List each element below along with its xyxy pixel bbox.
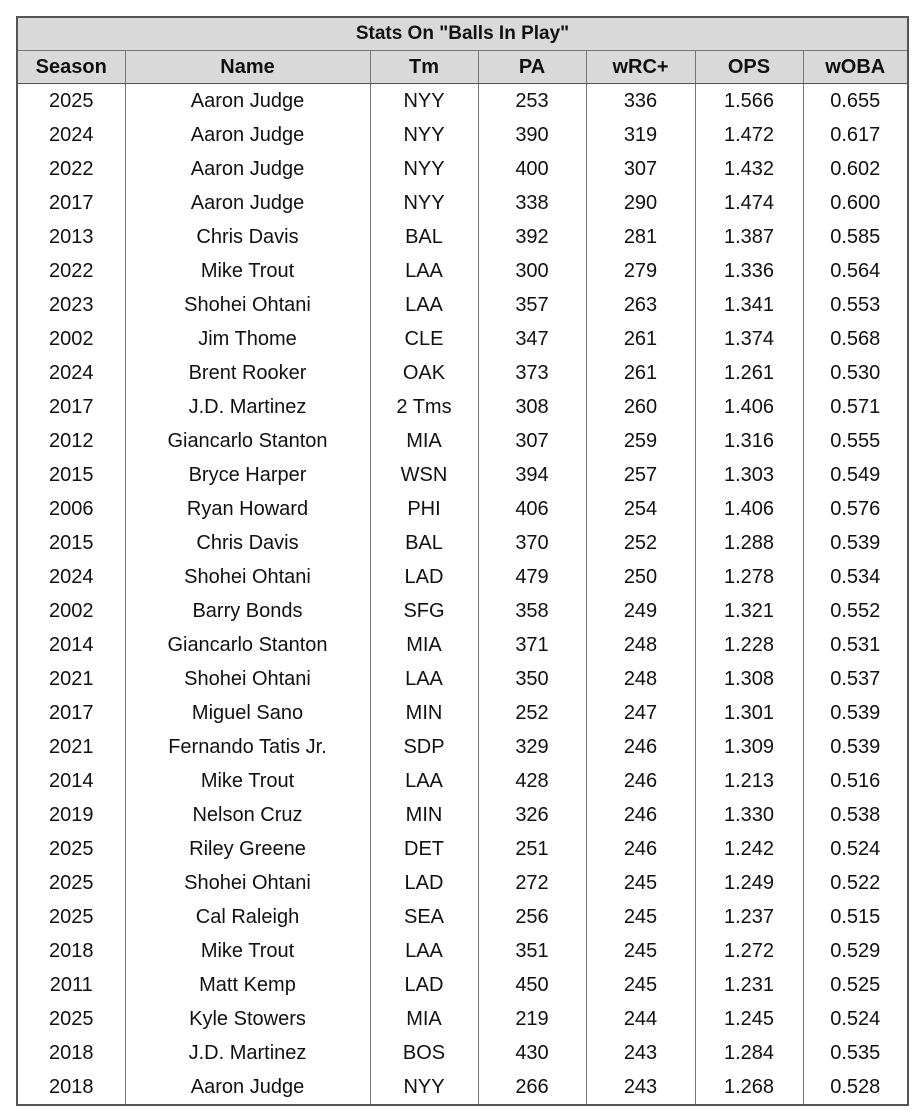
- table-row: [17, 968, 908, 1002]
- ops-cell: 1.432: [695, 152, 803, 186]
- woba-cell: 0.585: [830, 225, 881, 248]
- pa-cell: 430: [478, 1036, 586, 1070]
- ops-cell: 1.237: [695, 900, 803, 934]
- season-cell: 2017: [17, 696, 125, 730]
- season-cell: 2024: [17, 560, 125, 594]
- table-title: Stats On "Balls In Play": [17, 17, 908, 51]
- table-row: [17, 492, 908, 526]
- ops-cell: 1.301: [695, 696, 803, 730]
- table-row: [17, 424, 908, 458]
- name-cell: Riley Greene: [125, 832, 370, 866]
- team-cell: NYY: [370, 186, 478, 220]
- name-cell: Aaron Judge: [125, 1070, 370, 1105]
- name-cell: Giancarlo Stanton: [125, 424, 370, 458]
- name-cell: Aaron Judge: [125, 118, 370, 152]
- ops-cell: 1.303: [695, 458, 803, 492]
- woba-cell: 0.524: [830, 837, 881, 860]
- pa-cell: 479: [478, 560, 586, 594]
- table-row: [17, 288, 908, 322]
- wrc-plus-cell: 252: [586, 526, 695, 560]
- name-cell: Barry Bonds: [125, 594, 370, 628]
- name-cell: J.D. Martinez: [125, 1036, 370, 1070]
- pa-cell: 400: [478, 152, 586, 186]
- woba-cell: 0.538: [830, 803, 881, 826]
- team-cell: WSN: [370, 458, 478, 492]
- team-cell: NYY: [370, 152, 478, 186]
- wrc-plus-cell: 244: [586, 1002, 695, 1036]
- ops-cell: 1.278: [695, 560, 803, 594]
- pa-cell: 358: [478, 594, 586, 628]
- season-cell: 2014: [17, 628, 125, 662]
- column-header-name: Name: [125, 51, 370, 84]
- column-header-season: Season: [17, 51, 125, 84]
- woba-cell: 0.539: [830, 701, 881, 724]
- season-cell: 2002: [17, 594, 125, 628]
- name-cell: Cal Raleigh: [125, 900, 370, 934]
- name-cell: Ryan Howard: [125, 492, 370, 526]
- woba-cell: 0.531: [830, 633, 881, 656]
- pa-cell: 308: [478, 390, 586, 424]
- name-cell: Jim Thome: [125, 322, 370, 356]
- table-row: [17, 764, 908, 798]
- ops-cell: 1.336: [695, 254, 803, 288]
- table-row: [17, 1002, 908, 1036]
- name-cell: Giancarlo Stanton: [125, 628, 370, 662]
- season-cell: 2025: [17, 900, 125, 934]
- column-header-ops: OPS: [695, 51, 803, 84]
- season-cell: 2024: [17, 356, 125, 390]
- pa-cell: 428: [478, 764, 586, 798]
- wrc-plus-cell: 246: [586, 764, 695, 798]
- wrc-plus-cell: 245: [586, 934, 695, 968]
- ops-cell: 1.272: [695, 934, 803, 968]
- season-cell: 2011: [17, 968, 125, 1002]
- wrc-plus-cell: 290: [586, 186, 695, 220]
- pa-cell: 394: [478, 458, 586, 492]
- ops-cell: 1.242: [695, 832, 803, 866]
- team-cell: LAA: [370, 934, 478, 968]
- season-cell: 2018: [17, 934, 125, 968]
- table-row: [17, 628, 908, 662]
- table-row: [17, 526, 908, 560]
- wrc-plus-cell: 248: [586, 662, 695, 696]
- woba-cell: 0.535: [830, 1041, 881, 1064]
- pa-cell: 266: [478, 1070, 586, 1105]
- name-cell: Mike Trout: [125, 764, 370, 798]
- team-cell: PHI: [370, 492, 478, 526]
- pa-cell: 373: [478, 356, 586, 390]
- name-cell: Shohei Ohtani: [125, 288, 370, 322]
- name-cell: Nelson Cruz: [125, 798, 370, 832]
- ops-cell: 1.231: [695, 968, 803, 1002]
- woba-cell: 0.655: [830, 89, 881, 112]
- pa-cell: 329: [478, 730, 586, 764]
- team-cell: LAD: [370, 866, 478, 900]
- season-cell: 2025: [17, 84, 125, 119]
- season-cell: 2015: [17, 526, 125, 560]
- season-cell: 2002: [17, 322, 125, 356]
- wrc-plus-cell: 336: [586, 84, 695, 119]
- ops-cell: 1.472: [695, 118, 803, 152]
- ops-cell: 1.406: [695, 492, 803, 526]
- ops-cell: 1.308: [695, 662, 803, 696]
- season-cell: 2022: [17, 254, 125, 288]
- team-cell: OAK: [370, 356, 478, 390]
- wrc-plus-cell: 281: [586, 220, 695, 254]
- team-cell: LAA: [370, 764, 478, 798]
- woba-cell: 0.553: [830, 293, 881, 316]
- wrc-plus-cell: 245: [586, 968, 695, 1002]
- ops-cell: 1.566: [695, 84, 803, 119]
- season-cell: 2014: [17, 764, 125, 798]
- season-cell: 2013: [17, 220, 125, 254]
- woba-cell: 0.539: [830, 735, 881, 758]
- column-header-woba: wOBA: [803, 51, 908, 84]
- name-cell: Bryce Harper: [125, 458, 370, 492]
- team-cell: CLE: [370, 322, 478, 356]
- table-row: [17, 390, 908, 424]
- season-cell: 2018: [17, 1070, 125, 1105]
- name-cell: Kyle Stowers: [125, 1002, 370, 1036]
- column-header-team: Tm: [370, 51, 478, 84]
- pa-cell: 272: [478, 866, 586, 900]
- season-cell: 2023: [17, 288, 125, 322]
- team-cell: LAA: [370, 288, 478, 322]
- woba-cell: 0.539: [830, 531, 881, 554]
- wrc-plus-cell: 260: [586, 390, 695, 424]
- ops-cell: 1.228: [695, 628, 803, 662]
- team-cell: MIA: [370, 628, 478, 662]
- woba-cell: 0.617: [830, 123, 881, 146]
- team-cell: SDP: [370, 730, 478, 764]
- team-cell: DET: [370, 832, 478, 866]
- pa-cell: 300: [478, 254, 586, 288]
- wrc-plus-cell: 261: [586, 356, 695, 390]
- table-row: [17, 900, 908, 934]
- wrc-plus-cell: 319: [586, 118, 695, 152]
- ops-cell: 1.309: [695, 730, 803, 764]
- season-cell: 2025: [17, 1002, 125, 1036]
- team-cell: LAA: [370, 662, 478, 696]
- ops-cell: 1.268: [695, 1070, 803, 1105]
- ops-cell: 1.387: [695, 220, 803, 254]
- ops-cell: 1.288: [695, 526, 803, 560]
- wrc-plus-cell: 307: [586, 152, 695, 186]
- header-row: [17, 51, 908, 84]
- table-row: [17, 866, 908, 900]
- name-cell: Chris Davis: [125, 526, 370, 560]
- name-cell: Aaron Judge: [125, 186, 370, 220]
- ops-cell: 1.374: [695, 322, 803, 356]
- name-cell: Shohei Ohtani: [125, 560, 370, 594]
- table-row: [17, 322, 908, 356]
- season-cell: 2021: [17, 730, 125, 764]
- team-cell: LAD: [370, 968, 478, 1002]
- table-row: [17, 696, 908, 730]
- ops-cell: 1.284: [695, 1036, 803, 1070]
- name-cell: Fernando Tatis Jr.: [125, 730, 370, 764]
- table-row: [17, 118, 908, 152]
- wrc-plus-cell: 245: [586, 900, 695, 934]
- woba-cell: 0.525: [830, 973, 881, 996]
- wrc-plus-cell: 247: [586, 696, 695, 730]
- ops-cell: 1.406: [695, 390, 803, 424]
- ops-cell: 1.261: [695, 356, 803, 390]
- name-cell: Mike Trout: [125, 254, 370, 288]
- team-cell: MIA: [370, 424, 478, 458]
- table-row: [17, 832, 908, 866]
- wrc-plus-cell: 250: [586, 560, 695, 594]
- table-body: [17, 84, 908, 1106]
- wrc-plus-cell: 248: [586, 628, 695, 662]
- table-row: [17, 560, 908, 594]
- table-row: [17, 594, 908, 628]
- season-cell: 2017: [17, 186, 125, 220]
- table-row: [17, 1036, 908, 1070]
- woba-cell: 0.537: [830, 667, 881, 690]
- wrc-plus-cell: 246: [586, 798, 695, 832]
- team-cell: BOS: [370, 1036, 478, 1070]
- team-cell: SFG: [370, 594, 478, 628]
- team-cell: BAL: [370, 526, 478, 560]
- team-cell: MIA: [370, 1002, 478, 1036]
- season-cell: 2018: [17, 1036, 125, 1070]
- season-cell: 2019: [17, 798, 125, 832]
- ops-cell: 1.321: [695, 594, 803, 628]
- table-row: [17, 1070, 908, 1105]
- woba-cell: 0.522: [830, 871, 881, 894]
- name-cell: Chris Davis: [125, 220, 370, 254]
- team-cell: NYY: [370, 84, 478, 119]
- pa-cell: 219: [478, 1002, 586, 1036]
- wrc-plus-cell: 246: [586, 730, 695, 764]
- pa-cell: 251: [478, 832, 586, 866]
- woba-cell: 0.529: [830, 939, 881, 962]
- wrc-plus-cell: 257: [586, 458, 695, 492]
- pa-cell: 307: [478, 424, 586, 458]
- name-cell: J.D. Martinez: [125, 390, 370, 424]
- wrc-plus-cell: 263: [586, 288, 695, 322]
- woba-cell: 0.528: [830, 1075, 881, 1098]
- woba-cell: 0.568: [830, 327, 881, 350]
- wrc-plus-cell: 246: [586, 832, 695, 866]
- table-row: [17, 220, 908, 254]
- season-cell: 2006: [17, 492, 125, 526]
- team-cell: 2 Tms: [370, 390, 478, 424]
- pa-cell: 390: [478, 118, 586, 152]
- pa-cell: 371: [478, 628, 586, 662]
- season-cell: 2025: [17, 832, 125, 866]
- table-row: [17, 934, 908, 968]
- season-cell: 2021: [17, 662, 125, 696]
- pa-cell: 326: [478, 798, 586, 832]
- name-cell: Shohei Ohtani: [125, 662, 370, 696]
- ops-cell: 1.213: [695, 764, 803, 798]
- season-cell: 2022: [17, 152, 125, 186]
- team-cell: LAD: [370, 560, 478, 594]
- wrc-plus-cell: 279: [586, 254, 695, 288]
- name-cell: Miguel Sano: [125, 696, 370, 730]
- pa-cell: 450: [478, 968, 586, 1002]
- name-cell: Aaron Judge: [125, 152, 370, 186]
- table-row: [17, 356, 908, 390]
- season-cell: 2015: [17, 458, 125, 492]
- wrc-plus-cell: 254: [586, 492, 695, 526]
- ops-cell: 1.245: [695, 1002, 803, 1036]
- woba-cell: 0.600: [830, 191, 881, 214]
- table-row: [17, 152, 908, 186]
- name-cell: Shohei Ohtani: [125, 866, 370, 900]
- pa-cell: 252: [478, 696, 586, 730]
- pa-cell: 370: [478, 526, 586, 560]
- team-cell: MIN: [370, 696, 478, 730]
- woba-cell: 0.516: [830, 769, 881, 792]
- woba-cell: 0.564: [830, 259, 881, 282]
- name-cell: Mike Trout: [125, 934, 370, 968]
- woba-cell: 0.552: [830, 599, 881, 622]
- pa-cell: 406: [478, 492, 586, 526]
- team-cell: LAA: [370, 254, 478, 288]
- woba-cell: 0.576: [830, 497, 881, 520]
- name-cell: Matt Kemp: [125, 968, 370, 1002]
- pa-cell: 256: [478, 900, 586, 934]
- table-row: [17, 662, 908, 696]
- team-cell: BAL: [370, 220, 478, 254]
- column-header-pa: PA: [478, 51, 586, 84]
- column-header-wrc-plus: wRC+: [586, 51, 695, 84]
- pa-cell: 351: [478, 934, 586, 968]
- team-cell: NYY: [370, 1070, 478, 1105]
- pa-cell: 357: [478, 288, 586, 322]
- stats-table-container: [16, 16, 907, 1106]
- woba-cell: 0.602: [830, 157, 881, 180]
- stats-table: [16, 16, 909, 1106]
- table-row: [17, 730, 908, 764]
- woba-cell: 0.524: [830, 1007, 881, 1030]
- pa-cell: 338: [478, 186, 586, 220]
- pa-cell: 392: [478, 220, 586, 254]
- wrc-plus-cell: 259: [586, 424, 695, 458]
- wrc-plus-cell: 245: [586, 866, 695, 900]
- woba-cell: 0.555: [830, 429, 881, 452]
- woba-cell: 0.534: [830, 565, 881, 588]
- name-cell: Brent Rooker: [125, 356, 370, 390]
- pa-cell: 253: [478, 84, 586, 119]
- team-cell: MIN: [370, 798, 478, 832]
- table-row: [17, 254, 908, 288]
- name-cell: Aaron Judge: [125, 84, 370, 119]
- woba-cell: 0.530: [830, 361, 881, 384]
- season-cell: 2012: [17, 424, 125, 458]
- table-row: [17, 798, 908, 832]
- table-row: [17, 458, 908, 492]
- ops-cell: 1.249: [695, 866, 803, 900]
- season-cell: 2017: [17, 390, 125, 424]
- season-cell: 2025: [17, 866, 125, 900]
- wrc-plus-cell: 249: [586, 594, 695, 628]
- team-cell: NYY: [370, 118, 478, 152]
- ops-cell: 1.330: [695, 798, 803, 832]
- woba-cell: 0.515: [830, 905, 881, 928]
- ops-cell: 1.341: [695, 288, 803, 322]
- woba-cell: 0.549: [830, 463, 881, 486]
- table-row: [17, 186, 908, 220]
- table-row: [17, 84, 908, 119]
- wrc-plus-cell: 261: [586, 322, 695, 356]
- pa-cell: 347: [478, 322, 586, 356]
- season-cell: 2024: [17, 118, 125, 152]
- ops-cell: 1.316: [695, 424, 803, 458]
- woba-cell: 0.571: [830, 395, 881, 418]
- ops-cell: 1.474: [695, 186, 803, 220]
- pa-cell: 350: [478, 662, 586, 696]
- wrc-plus-cell: 243: [586, 1036, 695, 1070]
- team-cell: SEA: [370, 900, 478, 934]
- wrc-plus-cell: 243: [586, 1070, 695, 1105]
